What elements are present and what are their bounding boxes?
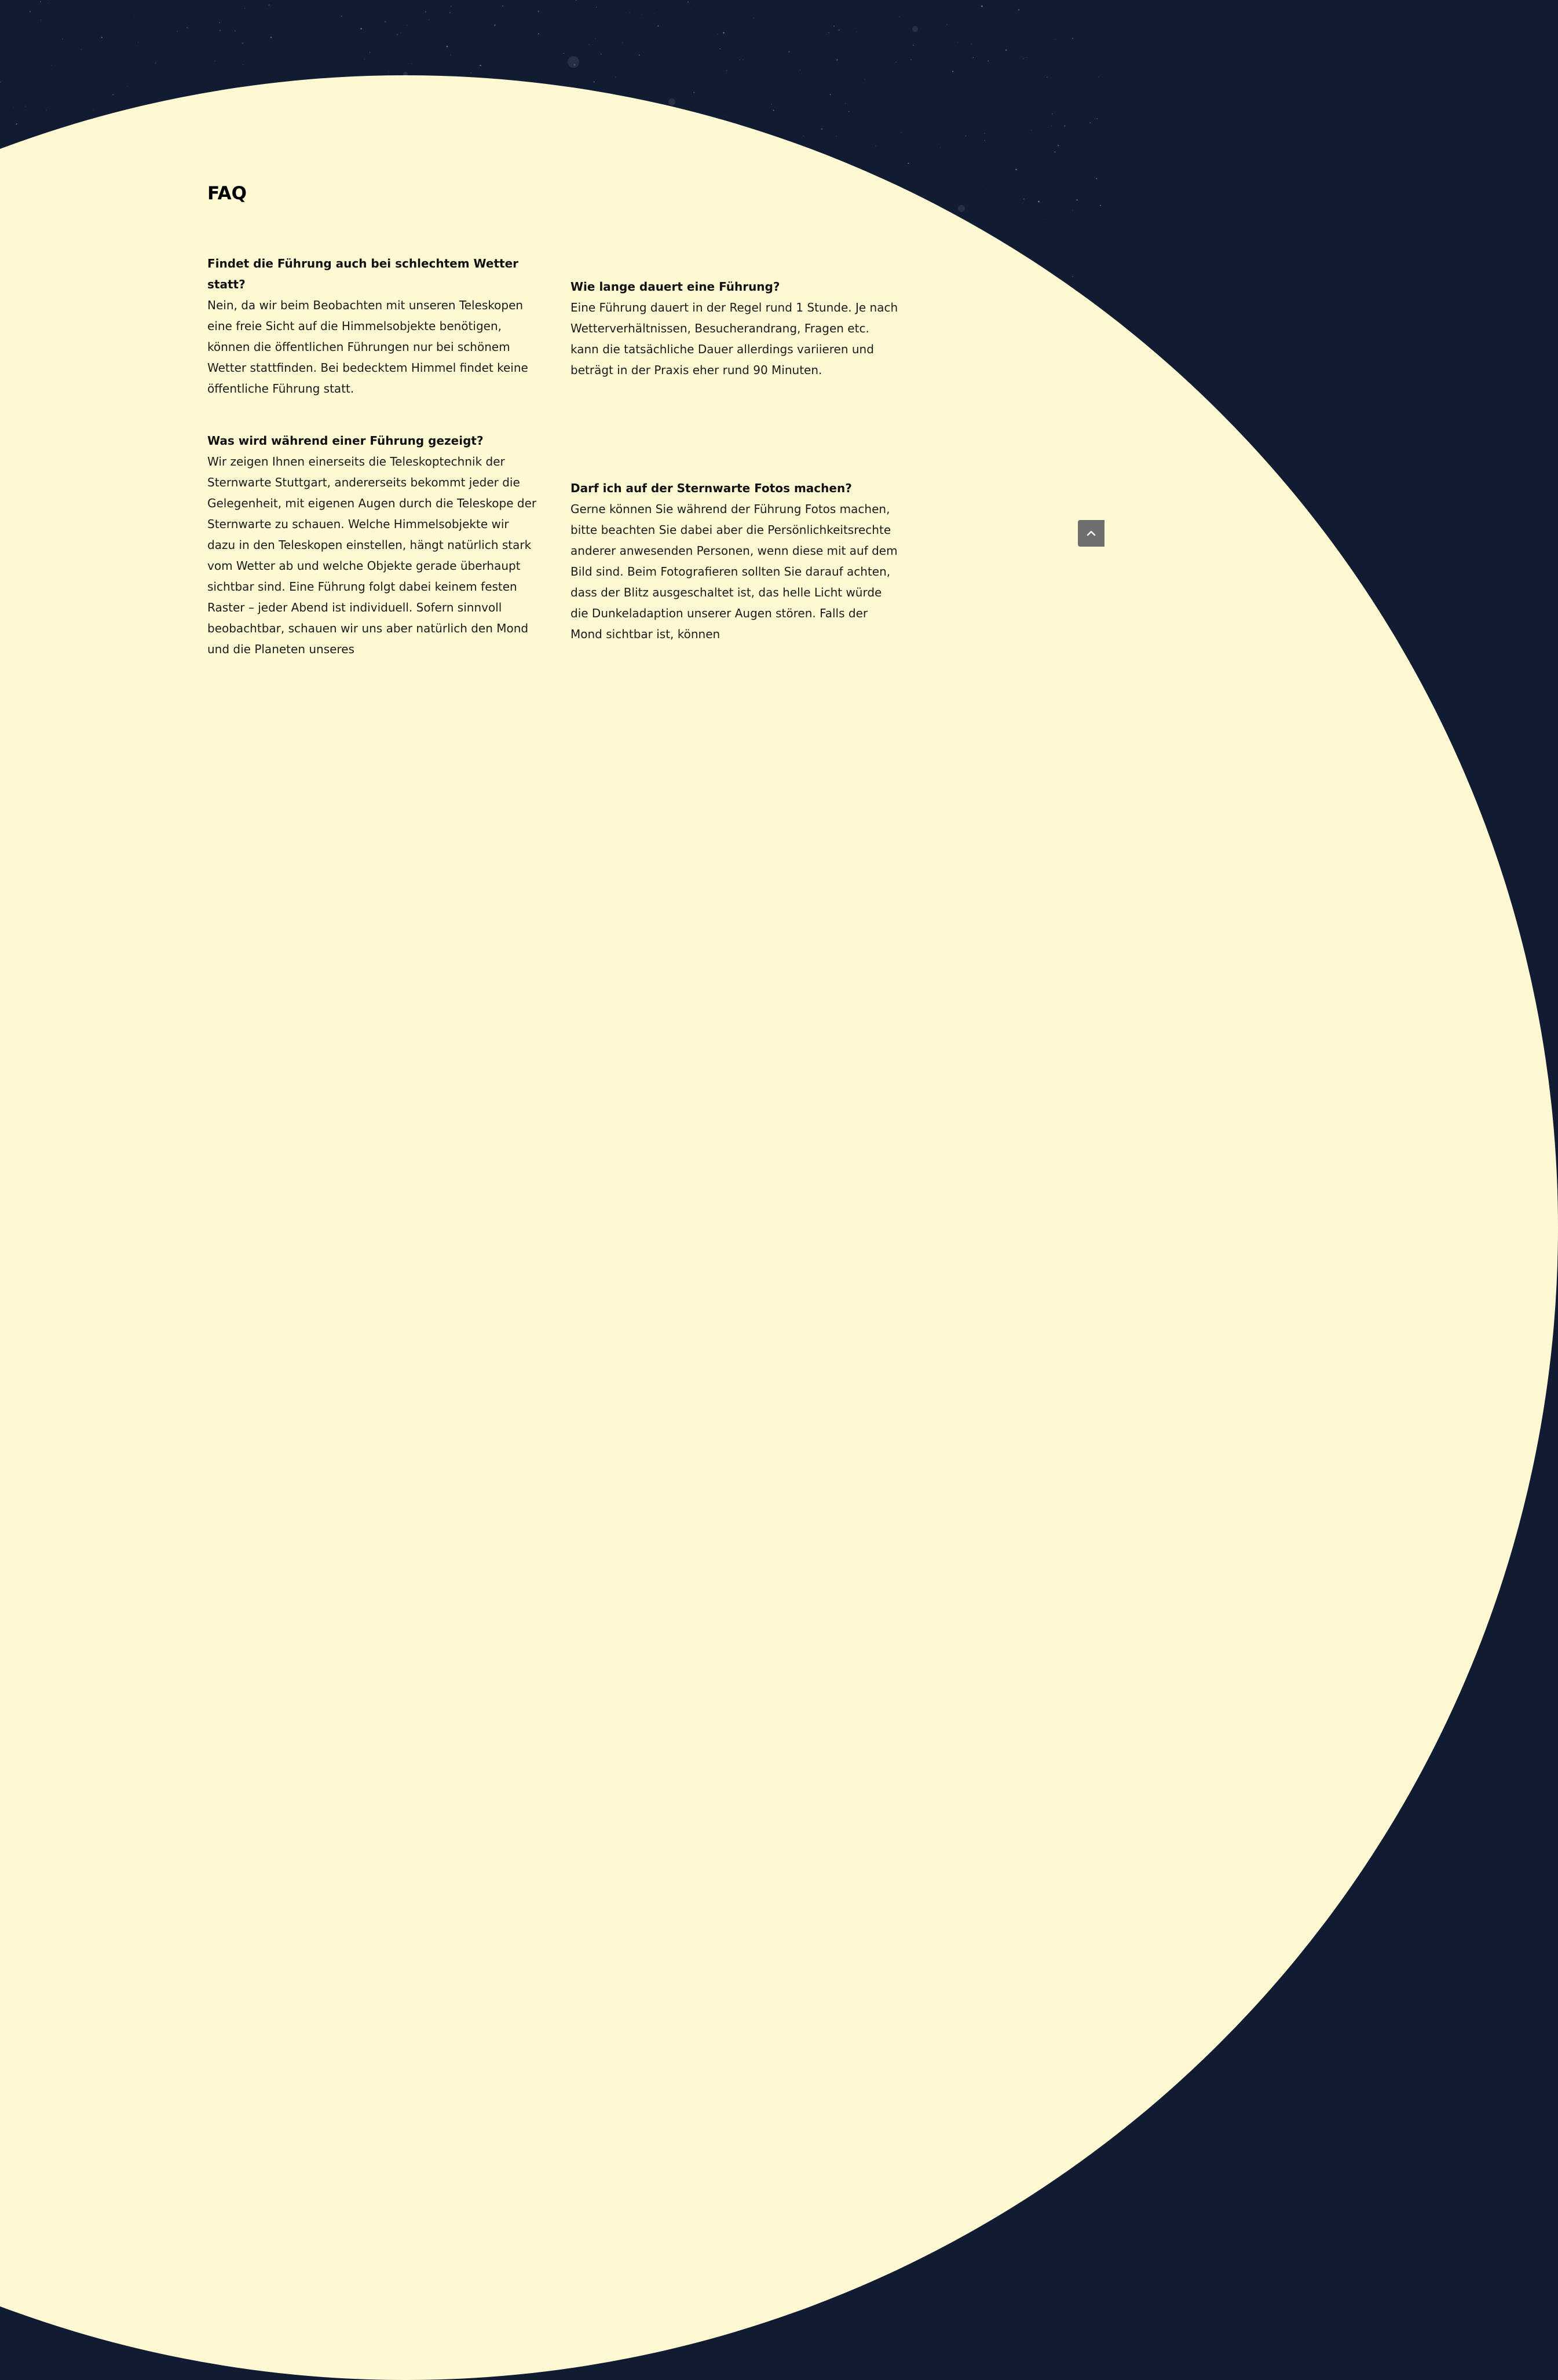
scroll-to-top-button[interactable]	[1078, 520, 1105, 547]
faq-question: Was wird während einer Führung gezeigt?	[207, 434, 484, 448]
chevron-up-icon	[1085, 528, 1097, 539]
faq-section	[0, 0, 1102, 656]
faq-item	[570, 276, 901, 380]
faq-item	[207, 253, 537, 399]
faq-answer: Eine Führung dauert in der Regel rund 1 Stunde. Je nach Wetterverhältnissen, Besucherandrang, Fragen etc. kann die tatsächliche Dauer allerdings variieren und beträgt in der Praxis eher rund 90 Minuten.	[570, 301, 898, 377]
faq-answer: Gerne können Sie während der Führung Fotos machen, bitte beachten Sie dabei aber die Persönlichkeitsrechte anderer anwesenden Personen, wenn diese mit auf dem Bild sind. Beim Fotografieren sollten Sie darauf achten, dass der Blitz ausgeschaltet ist, das helle Licht würde die Dunkeladaption unserer Augen stören. Falls der Mond sichtbar ist, können	[570, 502, 898, 641]
faq-heading: FAQ	[207, 183, 247, 204]
faq-question: Darf ich auf der Sternwarte Fotos machen?	[570, 481, 852, 495]
faq-answer: Wir zeigen Ihnen einerseits die Teleskoptechnik der Sternwarte Stuttgart, andererseits bekommt jeder die Gelegenheit, mit eigenen Augen durch die Teleskope der Sternwarte zu schauen. Welche Himmelsobjekte wir dazu in den Teleskopen einstellen, hängt natürlich stark vom Wetter ab und welche Objekte gerade überhaupt sichtbar sind. Eine Führung folgt dabei keinem festen Raster – jeder Abend ist individuell. Sofern sinnvoll beobachtbar, schauen wir uns aber natürlich den Mond und die Planeten unseres	[207, 455, 537, 656]
faq-item	[570, 478, 901, 645]
faq-item	[207, 430, 537, 660]
faq-answer: Nein, da wir beim Beobachten mit unseren Teleskopen eine freie Sicht auf die Himmelsobjekte benötigen, können die öffentlichen Führungen nur bei schönem Wetter stattfinden. Bei bedecktem Himmel findet keine öffentliche Führung statt.	[207, 298, 528, 396]
faq-question: Wie lange dauert eine Führung?	[570, 280, 780, 294]
faq-question: Findet die Führung auch bei schlechtem Wetter statt?	[207, 257, 519, 291]
